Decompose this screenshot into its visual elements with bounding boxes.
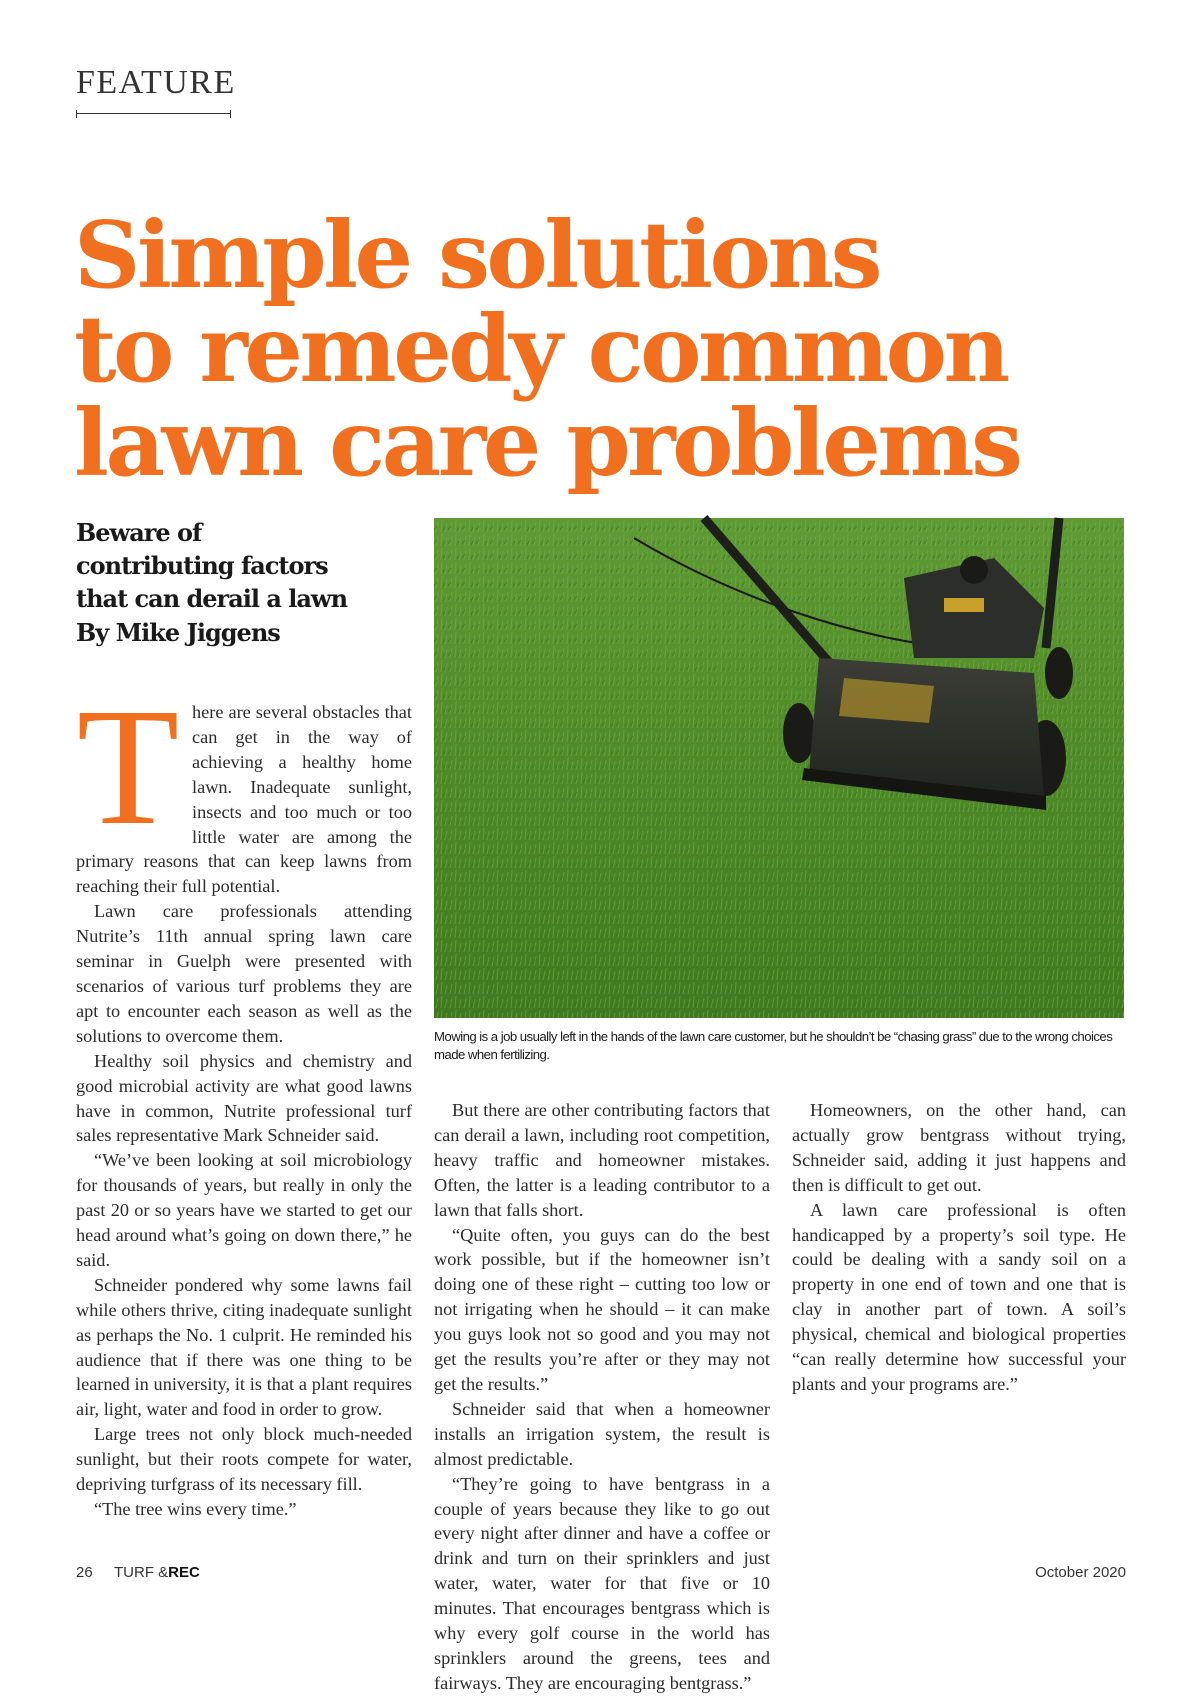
page-footer: [76, 1564, 1126, 1586]
photo-caption: Mowing is a job usually left in the hands of the lawn care customer, but he shouldn’t be “chasing grass” due to the wrong choices made when fertilizing.: [434, 1029, 1113, 1062]
paragraph: Homeowners, on the other hand, can actually grow bentgrass without trying, Schneider said, adding it just happens and then is difficult to get out.: [792, 1100, 1126, 1195]
magazine-name-bold: REC: [168, 1564, 200, 1581]
headline: [74, 201, 1184, 497]
paragraph-text: here are several obstacles that can get in the way of achieving a healthy home lawn. Inadequate sunlight, insects and too much or too little water are among the primary reasons that can keep lawns from reaching their full potential.: [76, 702, 412, 897]
article-column-1: [76, 674, 412, 1522]
deck-line-1: Beware of: [76, 518, 202, 547]
paragraph: Healthy soil physics and chemistry and good microbial activity are what good lawns have in common, Nutrite professional turf sales representative Mark Schneider said.: [76, 1050, 412, 1146]
headline-line-2: to remedy common: [74, 295, 1007, 403]
paragraph: Large trees not only block much-needed sunlight, but their roots compete for water, depriving turfgrass of its necessary fill.: [76, 1424, 412, 1495]
paragraph: Lawn care professionals attending Nutrite’s 11th annual spring lawn care seminar in Guelph were presented with scenarios of various turf problems they are apt to encounter each season as well as the solutions to overcome them.: [76, 901, 412, 1046]
paragraph: But there are other contributing factors that can derail a lawn, including root competition, heavy traffic and homeowner mistakes. Often, the latter is a leading contributor to a lawn that falls short.: [434, 1100, 770, 1220]
paragraph: Schneider said that when a homeowner installs an irrigation system, the result is almost predictable.: [434, 1398, 770, 1469]
paragraph: “Quite often, you guys can do the best work possible, but if the homeowner isn’t doing one of these right – cutting too low or not irrigating when he should – it can make you guys look not so good and you may not get the results you’re after or they may not get the results.”: [434, 1224, 770, 1394]
issue-date: October 2020: [1035, 1564, 1126, 1581]
deck-line-3: that can derail a lawn: [76, 584, 348, 613]
magazine-name: [114, 1564, 200, 1581]
paragraph: [76, 674, 412, 899]
paragraph: “They’re going to have bentgrass in a couple of years because they like to go out every night after dinner and have a coffee or drink and turn on their sprinklers and just water, water, water for that five or 10 minutes. That encourages bentgrass which is why every golf course in the world has sprinklers around the greens, tees and fairways. They are encouraging bentgrass.”: [434, 1473, 770, 1693]
page-number: 26: [76, 1564, 93, 1581]
headline-line-3: lawn care problems: [74, 389, 1020, 497]
paragraph: “The tree wins every time.”: [94, 1499, 297, 1519]
article-column-3: [792, 1098, 1126, 1397]
section-rule: [76, 110, 231, 118]
paragraph: “We’ve been looking at soil microbiology for thousands of years, but really in only the past 20 or so years have we started to get our head around what’s going on down there,” he said.: [76, 1150, 412, 1270]
deck: [76, 516, 406, 615]
byline: By Mike Jiggens: [76, 618, 280, 647]
headline-line-1: Simple solutions: [74, 201, 880, 309]
paragraph: Schneider pondered why some lawns fail while others thrive, citing inadequate sunlight as perhaps the No. 1 culprit. He reminded his audience that if there was one thing to be learned in university, it is that a plant requires air, light, water and food in order to grow.: [76, 1274, 412, 1420]
magazine-name-part: TURF &: [114, 1564, 169, 1581]
section-label: FEATURE: [76, 64, 236, 101]
article-column-2: [434, 1098, 770, 1696]
drop-cap: T: [76, 674, 180, 860]
lawn-mower-photo: [434, 518, 1124, 1018]
deck-line-2: contributing factors: [76, 551, 328, 580]
paragraph: A lawn care professional is often handicapped by a property’s soil type. He could be dealing with a sandy soil on a property in one end of town and one that is clay in another part of town. A soil’s physical, chemical and biological properties “can really determine how successful your plants and your programs are.”: [792, 1199, 1126, 1394]
